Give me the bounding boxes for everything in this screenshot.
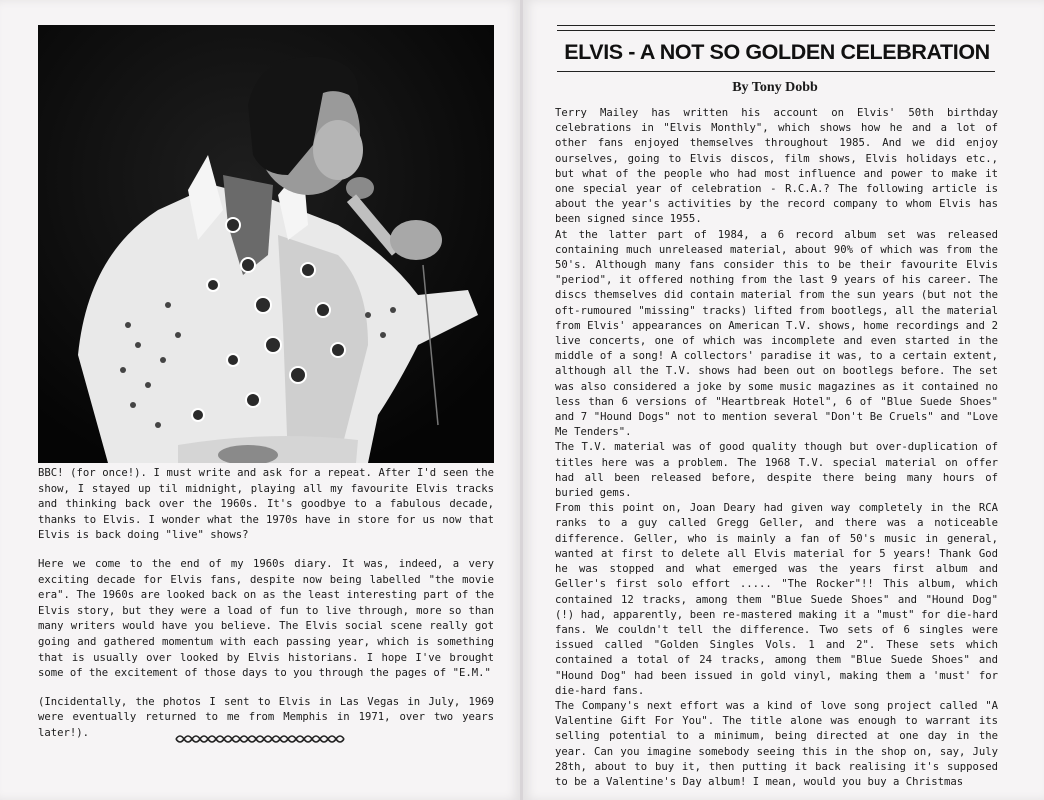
title-rule-top-2: [557, 30, 995, 31]
article-body: [555, 106, 998, 790]
left-page-body: [38, 466, 494, 755]
paragraph: From this point on, Joan Deary had given way completely in the RCA ranks to a guy called Gregg Geller, and there was a noticeable difference. Geller, who is mainly a fan of 50's music in general, wanted at first to delete all Elvis material for 5 years! Thank God he was stopped and what emerged was the years first album and Geller's first solo effort ..... "The Rocker"!! This album, which contained 12 tracks, among them "Blue Suede Shoes" and "Hound Dog" (!) had, apparently, been re-mastered making it a "must" for die-hard fans. We couldn't tell the difference. Two sets of 6 singles were issued called "Golden Singles Vols. 1 and 2". These sets which contained a total of 24 tracks, among them "Blue Suede Shoes" and "Hound Dog" had been issued in gold vinyl, making them a 'must' for die-hard fans.: [555, 502, 998, 697]
paragraph: At the latter part of 1984, a 6 record album set was released containing much unreleased material, about 90% of which was from the 50's. Although many fans consider this to be their favourite Elvis "period", it offered nothing from the last 9 years of his career. The discs themselves did contain material from the sun years (but not the oft-rumoured "missing" tracks) lifted from bootlegs, all the material from Elvis' appearances on American T.V. shows, home recordings and 2 live concerts, one of which was incomplete and even started in the middle of a song! A collectors' paradise it was, to a certain extent, although all the T.V. shows had been out on bootlegs before. The set was also considered a joke by some music magazines as it contained no less than 6 versions of "Heartbreak Hotel", 6 of "Blue Suede Shoes" and 7 "Hound Dogs" not to mention several "Don't Be Cruels" and "Love Me Tenders".: [555, 228, 998, 439]
paragraph: (Incidentally, the photos I sent to Elvis in Las Vegas in July, 1969 were eventually returned to me from Memphis in 1971, over two years later!).: [38, 695, 494, 739]
left-page: [0, 0, 521, 800]
paragraph: Terry Mailey has written his account on Elvis' 50th birthday celebrations in "Elvis Monthly", which shows how he and a lot of other fans enjoyed themselves throughout 1985. And we did enjoy ourselves, going to Elvis discos, film shows, Elvis holidays etc., but what of the people who had most influence and power to make it one special year of celebration - R.C.A.? The following article is about the year's activities by the record company to whom Elvis has been signed since 1955.: [555, 107, 998, 226]
article-title: ELVIS - A NOT SO GOLDEN CELEBRATION: [564, 40, 990, 64]
paragraph: Here we come to the end of my 1960s diary. It was, indeed, a very exciting decade for Elvis fans, despite now being labelled "the movie era". The 1960s are looked back on as the least interesting part of the Elvis story, but they were a load of fun to live through, more so than many writers would have you believe. The Elvis social scene really got going and gathered momentum with each passing year, which is something that is usually over looked by Elvis historians. I hope I've brought some of the excitement of those days to you through the pages of "E.M.": [38, 557, 494, 680]
title-rule-bottom: [557, 71, 995, 72]
article-byline: By Tony Dobb: [732, 80, 818, 95]
ornament-divider-icon: [174, 733, 346, 745]
paragraph: The T.V. material was of good quality though but over-duplication of titles here was a problem. The 1968 T.V. special material on offer had all been released before, despite there being many hours of buried gems.: [555, 441, 998, 500]
paragraph: The Company's next effort was a kind of love song project called "A Valentine Gift For You". The title alone was enough to warrant its selling potential to a minimum, being directed at one day in the year. Can you imagine somebody seeing this in the shop on, say, July 28th, about to buy it, then putting it back realising it's supposed to be a Valentine's Day album! I mean, would you buy a Christmas: [555, 699, 998, 788]
performer-photo: [38, 25, 494, 463]
performer-photo-icon: [38, 25, 494, 463]
title-rule-top: [557, 25, 995, 26]
paragraph: BBC! (for once!). I must write and ask for a repeat. After I'd seen the show, I stayed up til midnight, playing all my favourite Elvis tracks and thinking back over the 1960s. It's goodbye to a fabulous decade, thanks to Elvis. I wonder what the 1970s have in store for us now that Elvis is back doing "live" shows?: [38, 467, 494, 542]
